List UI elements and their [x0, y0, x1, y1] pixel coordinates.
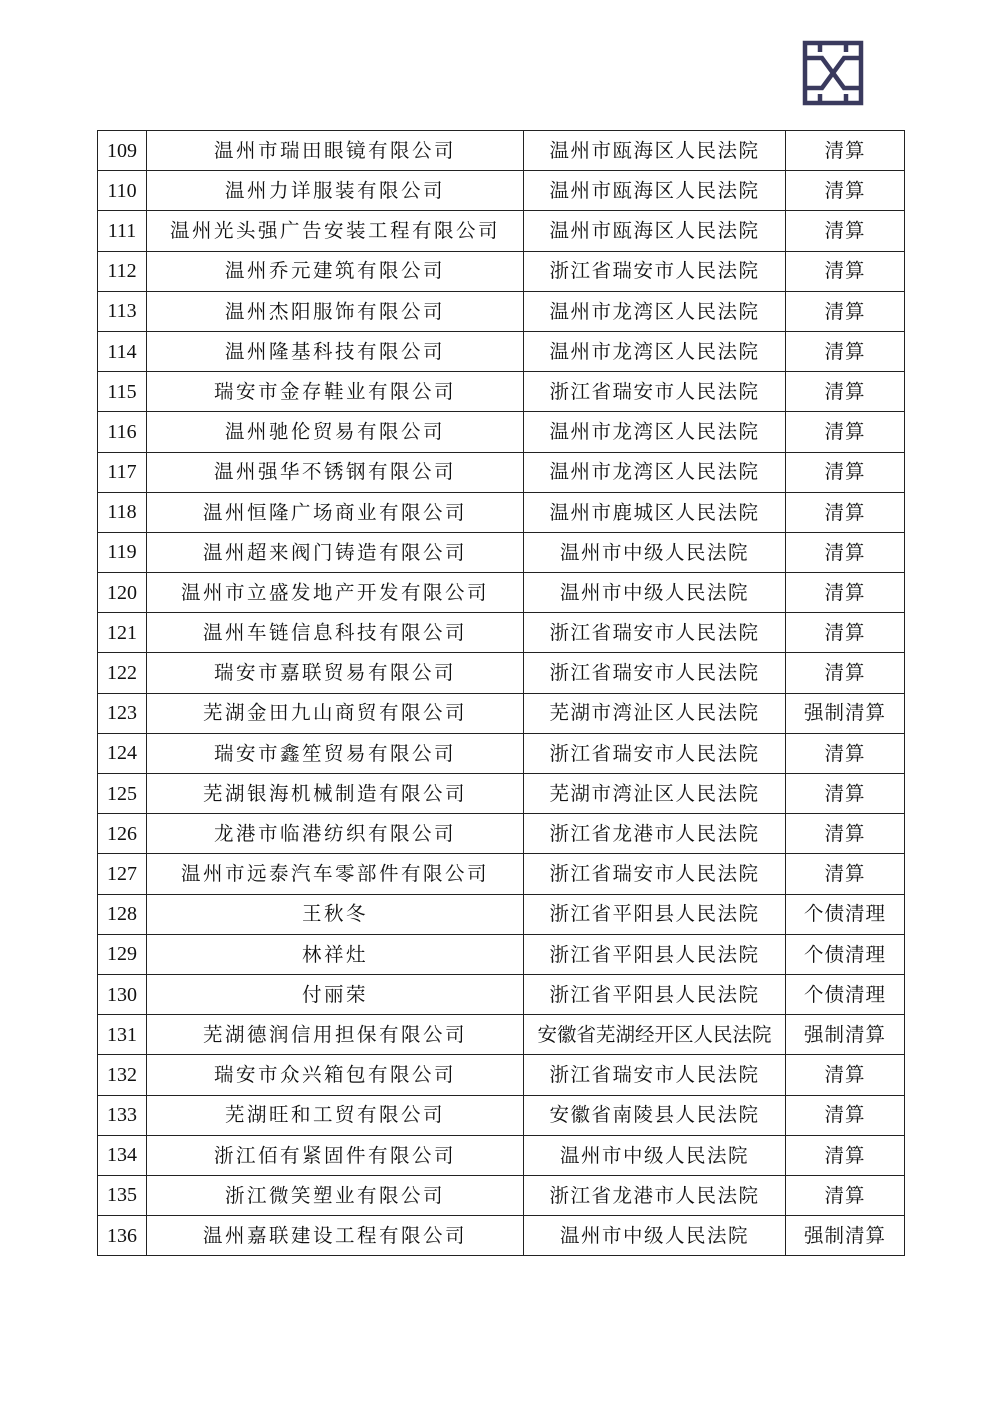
case-type: 清算: [786, 774, 905, 814]
court-name: 浙江省瑞安市人民法院: [524, 733, 786, 773]
table-row: [98, 1216, 905, 1256]
table-row: [98, 733, 905, 773]
entity-name: 温州市立盛发地产开发有限公司: [147, 573, 524, 613]
case-type: 清算: [786, 814, 905, 854]
row-number: 115: [98, 372, 147, 412]
entity-name: 瑞安市嘉联贸易有限公司: [147, 653, 524, 693]
table-row: [98, 854, 905, 894]
table-row: [98, 693, 905, 733]
table-row: [98, 974, 905, 1014]
court-name: 温州市瓯海区人民法院: [524, 131, 786, 171]
case-type: 清算: [786, 1135, 905, 1175]
table-row: [98, 532, 905, 572]
row-number: 120: [98, 573, 147, 613]
entity-name: 温州市瑞田眼镜有限公司: [147, 131, 524, 171]
entity-name: 温州车链信息科技有限公司: [147, 613, 524, 653]
court-name: 安徽省南陵县人民法院: [524, 1095, 786, 1135]
court-name: 浙江省瑞安市人民法院: [524, 854, 786, 894]
row-number: 133: [98, 1095, 147, 1135]
court-name: 安徽省芜湖经开区人民法院: [524, 1015, 786, 1055]
row-number: 129: [98, 934, 147, 974]
case-type: 清算: [786, 452, 905, 492]
row-number: 135: [98, 1175, 147, 1215]
case-type: 清算: [786, 573, 905, 613]
table-row: [98, 291, 905, 331]
row-number: 118: [98, 492, 147, 532]
court-name: 温州市龙湾区人民法院: [524, 452, 786, 492]
entity-name: 王秋冬: [147, 894, 524, 934]
table-row: [98, 613, 905, 653]
row-number: 128: [98, 894, 147, 934]
case-type: 清算: [786, 211, 905, 251]
court-name: 温州市瓯海区人民法院: [524, 171, 786, 211]
table-row: [98, 774, 905, 814]
entity-name: 瑞安市鑫笙贸易有限公司: [147, 733, 524, 773]
row-number: 116: [98, 412, 147, 452]
court-name: 浙江省龙港市人民法院: [524, 814, 786, 854]
row-number: 136: [98, 1216, 147, 1256]
court-name: 芜湖市湾沚区人民法院: [524, 774, 786, 814]
entity-name: 付丽荣: [147, 974, 524, 1014]
table-row: [98, 1135, 905, 1175]
entity-name: 温州驰伦贸易有限公司: [147, 412, 524, 452]
case-type: 清算: [786, 171, 905, 211]
entity-name: 温州超来阀门铸造有限公司: [147, 532, 524, 572]
table-row: [98, 1175, 905, 1215]
case-type: 强制清算: [786, 1015, 905, 1055]
table-row: [98, 211, 905, 251]
table-row: [98, 251, 905, 291]
court-name: 浙江省瑞安市人民法院: [524, 251, 786, 291]
table-row: [98, 573, 905, 613]
row-number: 113: [98, 291, 147, 331]
row-number: 114: [98, 331, 147, 371]
entity-name: 龙港市临港纺织有限公司: [147, 814, 524, 854]
court-name: 浙江省瑞安市人民法院: [524, 653, 786, 693]
case-type: 清算: [786, 653, 905, 693]
row-number: 112: [98, 251, 147, 291]
entity-name: 芜湖金田九山商贸有限公司: [147, 693, 524, 733]
court-name: 浙江省龙港市人民法院: [524, 1175, 786, 1215]
court-name: 温州市龙湾区人民法院: [524, 331, 786, 371]
entity-name: 温州杰阳服饰有限公司: [147, 291, 524, 331]
table-row: [98, 934, 905, 974]
case-type: 清算: [786, 613, 905, 653]
row-number: 131: [98, 1015, 147, 1055]
row-number: 123: [98, 693, 147, 733]
case-type: 清算: [786, 532, 905, 572]
table-row: [98, 1095, 905, 1135]
entity-name: 温州强华不锈钢有限公司: [147, 452, 524, 492]
row-number: 132: [98, 1055, 147, 1095]
court-name: 浙江省瑞安市人民法院: [524, 1055, 786, 1095]
table-row: [98, 171, 905, 211]
entity-name: 芜湖银海机械制造有限公司: [147, 774, 524, 814]
row-number: 134: [98, 1135, 147, 1175]
table-row: [98, 1055, 905, 1095]
case-type: 清算: [786, 492, 905, 532]
court-name: 浙江省平阳县人民法院: [524, 934, 786, 974]
case-type: 清算: [786, 412, 905, 452]
court-name: 温州市龙湾区人民法院: [524, 291, 786, 331]
entity-name: 温州乔元建筑有限公司: [147, 251, 524, 291]
case-type: 个债清理: [786, 974, 905, 1014]
row-number: 119: [98, 532, 147, 572]
row-number: 111: [98, 211, 147, 251]
case-type: 清算: [786, 854, 905, 894]
row-number: 117: [98, 452, 147, 492]
entity-name: 温州力详服装有限公司: [147, 171, 524, 211]
row-number: 109: [98, 131, 147, 171]
case-type: 清算: [786, 131, 905, 171]
case-type: 强制清算: [786, 1216, 905, 1256]
table-row: [98, 653, 905, 693]
case-type: 清算: [786, 1175, 905, 1215]
case-type: 清算: [786, 733, 905, 773]
court-name: 芜湖市湾沚区人民法院: [524, 693, 786, 733]
case-type: 清算: [786, 1055, 905, 1095]
case-type: 清算: [786, 372, 905, 412]
table-row: [98, 894, 905, 934]
case-type: 清算: [786, 331, 905, 371]
entity-name: 瑞安市众兴箱包有限公司: [147, 1055, 524, 1095]
row-number: 121: [98, 613, 147, 653]
court-name: 温州市中级人民法院: [524, 1135, 786, 1175]
table-row: [98, 814, 905, 854]
row-number: 122: [98, 653, 147, 693]
institution-emblem-icon: [802, 40, 864, 106]
entity-name: 芜湖德润信用担保有限公司: [147, 1015, 524, 1055]
court-name: 温州市鹿城区人民法院: [524, 492, 786, 532]
court-name: 温州市中级人民法院: [524, 1216, 786, 1256]
entity-name: 温州嘉联建设工程有限公司: [147, 1216, 524, 1256]
entity-name: 温州隆基科技有限公司: [147, 331, 524, 371]
row-number: 125: [98, 774, 147, 814]
case-type: 清算: [786, 291, 905, 331]
court-name: 浙江省平阳县人民法院: [524, 894, 786, 934]
court-name: 温州市瓯海区人民法院: [524, 211, 786, 251]
row-number: 127: [98, 854, 147, 894]
entity-name: 瑞安市金存鞋业有限公司: [147, 372, 524, 412]
table-row: [98, 492, 905, 532]
case-type: 强制清算: [786, 693, 905, 733]
court-name: 温州市龙湾区人民法院: [524, 412, 786, 452]
court-name: 温州市中级人民法院: [524, 532, 786, 572]
case-type: 个债清理: [786, 894, 905, 934]
entity-name: 芜湖旺和工贸有限公司: [147, 1095, 524, 1135]
row-number: 126: [98, 814, 147, 854]
entity-name: 温州市远泰汽车零部件有限公司: [147, 854, 524, 894]
table-row: [98, 372, 905, 412]
case-table: [97, 130, 905, 1256]
court-name: 浙江省平阳县人民法院: [524, 974, 786, 1014]
row-number: 124: [98, 733, 147, 773]
case-type: 清算: [786, 1095, 905, 1135]
entity-name: 温州恒隆广场商业有限公司: [147, 492, 524, 532]
entity-name: 浙江佰有紧固件有限公司: [147, 1135, 524, 1175]
table-row: [98, 131, 905, 171]
table-row: [98, 412, 905, 452]
table-row: [98, 1015, 905, 1055]
table-row: [98, 331, 905, 371]
row-number: 110: [98, 171, 147, 211]
case-type: 清算: [786, 251, 905, 291]
court-name: 浙江省瑞安市人民法院: [524, 372, 786, 412]
case-type: 个债清理: [786, 934, 905, 974]
court-name: 浙江省瑞安市人民法院: [524, 613, 786, 653]
court-name: 温州市中级人民法院: [524, 573, 786, 613]
entity-name: 温州光头强广告安装工程有限公司: [147, 211, 524, 251]
entity-name: 林祥灶: [147, 934, 524, 974]
entity-name: 浙江微笑塑业有限公司: [147, 1175, 524, 1215]
table-row: [98, 452, 905, 492]
row-number: 130: [98, 974, 147, 1014]
